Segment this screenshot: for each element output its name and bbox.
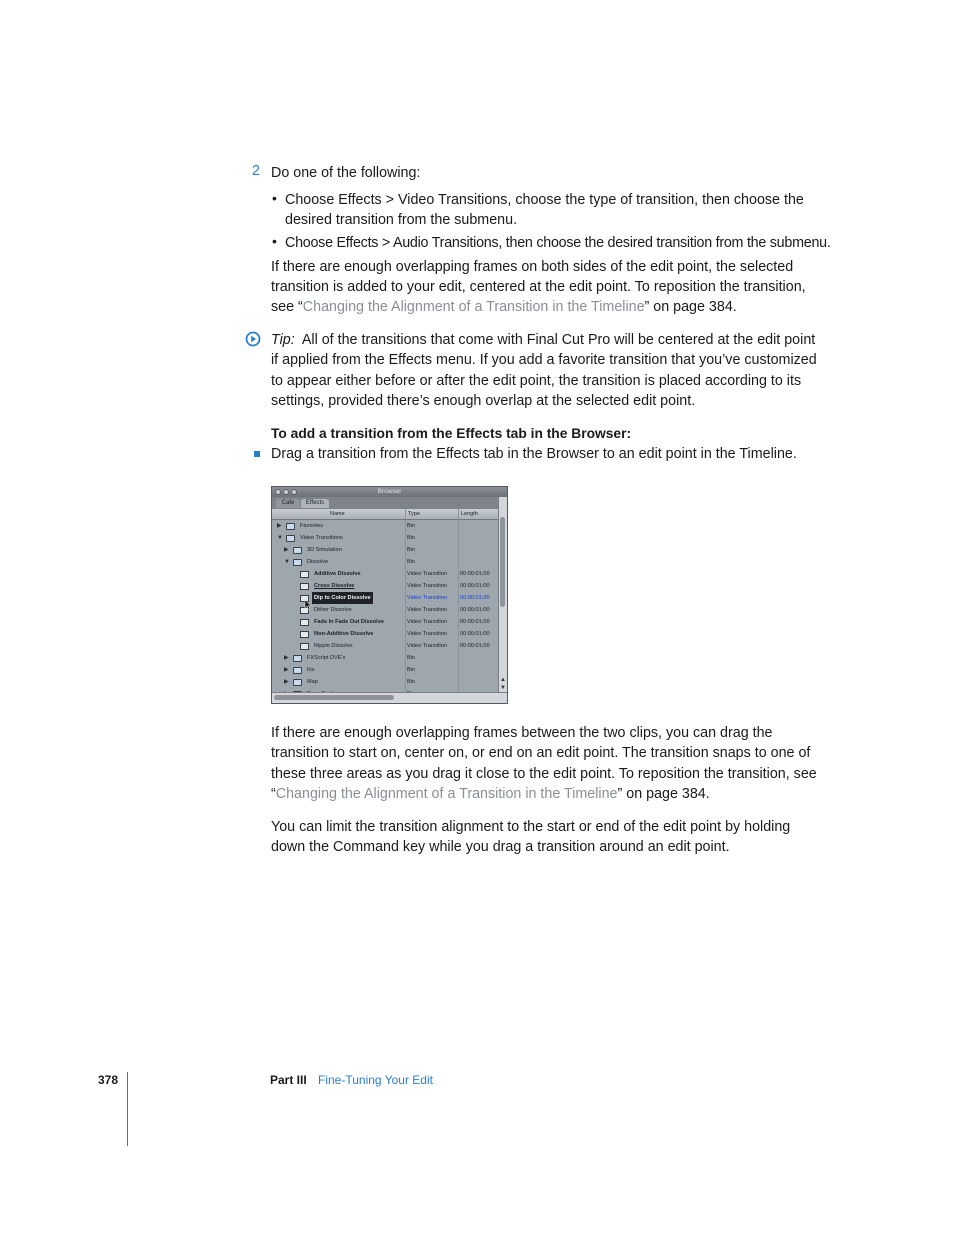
disclosure-triangle-icon[interactable]: ▶ <box>284 655 289 661</box>
list-item[interactable] <box>272 640 500 652</box>
row-length: 00:00:01;00 <box>460 643 490 649</box>
vertical-scroll-thumb[interactable] <box>500 517 505 607</box>
row-type: Bin <box>407 535 416 541</box>
para1-line-3-pre: see “ <box>271 299 303 315</box>
list-item[interactable] <box>272 652 500 664</box>
row-type: Bin <box>407 667 416 673</box>
mouse-pointer-icon <box>304 597 312 607</box>
para3-line-1: You can limit the transition alignment to the start or end of the edit point by holding <box>271 819 791 835</box>
row-type: Bin <box>407 523 416 529</box>
transition-icon <box>300 583 309 590</box>
para2-line-4-post: ” on page 384. <box>617 786 710 802</box>
row-type: Video Transition <box>407 571 448 577</box>
row-name: Fade In Fade Out Dissolve <box>314 619 384 625</box>
tip-label: Tip: <box>271 332 295 348</box>
transition-icon <box>300 571 309 578</box>
row-type: Bin <box>407 547 416 553</box>
footer-part: Part III <box>270 1073 307 1087</box>
footer-divider <box>127 1072 128 1146</box>
row-type: Video Transition <box>407 607 448 613</box>
column-type-header[interactable]: Type <box>408 511 420 517</box>
para2-line-4-pre: “ <box>271 786 276 802</box>
row-type: Video Transition <box>407 643 448 649</box>
row-name: Video Transitions <box>300 535 343 541</box>
row-name: Dissolve <box>307 559 329 565</box>
bullet-dot: • <box>272 233 277 249</box>
row-type: Video Transition <box>407 631 448 637</box>
footer-section-title: Fine-Tuning Your Edit <box>318 1073 433 1087</box>
task-step: Drag a transition from the Effects tab in the Browser to an edit point in the Timeline. <box>271 446 797 462</box>
tip-line-3: to appear either before or after the edit point, the transition is placed according to its <box>271 373 802 389</box>
list-item[interactable] <box>272 568 500 580</box>
row-type: Video Transition <box>407 583 448 589</box>
row-length: 00:00:01;00 <box>460 571 490 577</box>
tip-line-4: settings, provided there’s enough overlap at the selected edit point. <box>271 393 696 409</box>
para2-line-4 <box>271 784 710 805</box>
list-item[interactable] <box>272 616 500 628</box>
row-type: Bin <box>407 679 416 685</box>
browser-tabbar <box>272 497 507 509</box>
bullet-1-line-1: Choose Effects > Video Transitions, choose the type of transition, then choose the <box>285 192 804 208</box>
disclosure-triangle-icon[interactable]: ▶ <box>284 667 289 673</box>
list-item[interactable] <box>272 628 500 640</box>
task-bullet-square <box>254 451 260 457</box>
bin-icon <box>293 559 302 566</box>
bin-icon <box>293 547 302 554</box>
step-text: Do one of the following: <box>271 165 421 181</box>
scroll-down-arrow-icon[interactable]: ▼ <box>500 685 506 691</box>
para1-line-1: If there are enough overlapping frames on both sides of the edit point, the selected <box>271 259 794 275</box>
row-name: 3D Simulation <box>307 547 342 553</box>
browser-titlebar <box>272 487 507 497</box>
browser-title: Browser <box>377 488 402 495</box>
transition-icon <box>300 631 309 638</box>
transition-icon <box>300 619 309 626</box>
list-item[interactable] <box>272 676 500 688</box>
list-item[interactable] <box>272 664 500 676</box>
row-name: Iris <box>307 667 315 673</box>
row-type: Video Transition <box>407 619 448 625</box>
vertical-scrollbar[interactable] <box>498 497 507 693</box>
list-item[interactable] <box>272 556 500 568</box>
disclosure-triangle-icon[interactable]: ▶ <box>284 679 289 685</box>
bin-icon <box>293 667 302 674</box>
tip-line-1 <box>271 330 815 351</box>
para2-line-3: these three areas as you drag it close to the edit point. To reposition the transition, see <box>271 766 817 782</box>
row-length: 00:00:01;00 <box>460 583 490 589</box>
row-length: 00:00:01;00 <box>460 619 490 625</box>
row-name: Favorites <box>300 523 324 529</box>
para1-line-3 <box>271 297 737 318</box>
para2-line-1: If there are enough overlapping frames between the two clips, you can drag the <box>271 725 773 741</box>
bin-icon <box>293 655 302 662</box>
row-length: 00:00:01;00 <box>460 607 490 613</box>
column-length-header[interactable]: Length <box>461 511 478 517</box>
page-number: 378 <box>98 1073 119 1087</box>
list-item[interactable] <box>272 520 500 532</box>
effects-list <box>272 520 500 700</box>
bullet-1-line-2: desired transition from the submenu. <box>285 212 518 228</box>
row-type: Bin <box>407 559 416 565</box>
bullet-2-line-1: Choose Effects > Audio Transitions, then choose the desired transition from the submenu. <box>285 235 831 251</box>
tab-cafe[interactable]: Cafe <box>276 499 300 508</box>
row-length: 00:00:01;00 <box>460 595 490 601</box>
bin-icon <box>286 535 295 542</box>
para3-line-2: down the Command key while you drag a transition around an edit point. <box>271 839 730 855</box>
tip-line-2: if applied from the Effects menu. If you add a favorite transition that you’ve customized <box>271 352 817 368</box>
scroll-up-arrow-icon[interactable]: ▲ <box>500 677 506 683</box>
row-length: 00:00:01;00 <box>460 631 490 637</box>
disclosure-triangle-icon[interactable]: ▶ <box>277 523 282 529</box>
row-name: Cross Dissolve <box>314 583 355 589</box>
column-header-bar <box>272 509 500 520</box>
disclosure-triangle-icon[interactable]: ▶ <box>284 547 289 553</box>
row-name: Dither Dissolve <box>314 607 352 613</box>
cross-reference-link[interactable]: Changing the Alignment of a Transition in the Timeline <box>275 786 618 802</box>
para1-line-2: transition is added to your edit, centered at the edit point. To reposition the transition, <box>271 279 806 295</box>
row-name: FXScript DVE's <box>307 655 346 661</box>
list-item[interactable] <box>272 532 500 544</box>
list-item[interactable] <box>272 580 500 592</box>
list-item[interactable] <box>272 544 500 556</box>
folder-icon <box>286 523 295 530</box>
row-name: Ripple Dissolve <box>314 643 353 649</box>
bullet-dot: • <box>272 190 277 206</box>
column-name-header[interactable]: Name <box>330 511 345 517</box>
tip-arrow-icon <box>245 331 261 347</box>
row-name: Additive Dissolve <box>314 571 361 577</box>
bin-icon <box>293 679 302 686</box>
step-number: 2 <box>252 163 260 179</box>
horizontal-scrollbar[interactable] <box>272 692 507 703</box>
row-type: Bin <box>407 655 416 661</box>
row-type: Video Transition <box>407 595 448 601</box>
row-name: Non-Additive Dissolve <box>314 631 374 637</box>
tab-effects[interactable]: Effects <box>301 499 329 508</box>
row-name: Dip to Color Dissolve <box>312 592 373 604</box>
transition-icon <box>300 643 309 650</box>
tip-line-1-text: All of the transitions that come with Final Cut Pro will be centered at the edit point <box>301 332 816 348</box>
disclosure-triangle-icon[interactable]: ▼ <box>284 559 290 565</box>
para1-line-3-post: ” on page 384. <box>644 299 737 315</box>
horizontal-scroll-thumb[interactable] <box>274 695 394 700</box>
row-name: Map <box>307 679 318 685</box>
cross-reference-link[interactable]: Changing the Alignment of a Transition in the Timeline <box>302 299 645 315</box>
para2-line-2: transition to start on, center on, or end on an edit point. The transition snaps to one of <box>271 745 811 761</box>
task-heading: To add a transition from the Effects tab in the Browser: <box>271 426 632 441</box>
disclosure-triangle-icon[interactable]: ▼ <box>277 535 283 541</box>
browser-window <box>271 486 508 704</box>
